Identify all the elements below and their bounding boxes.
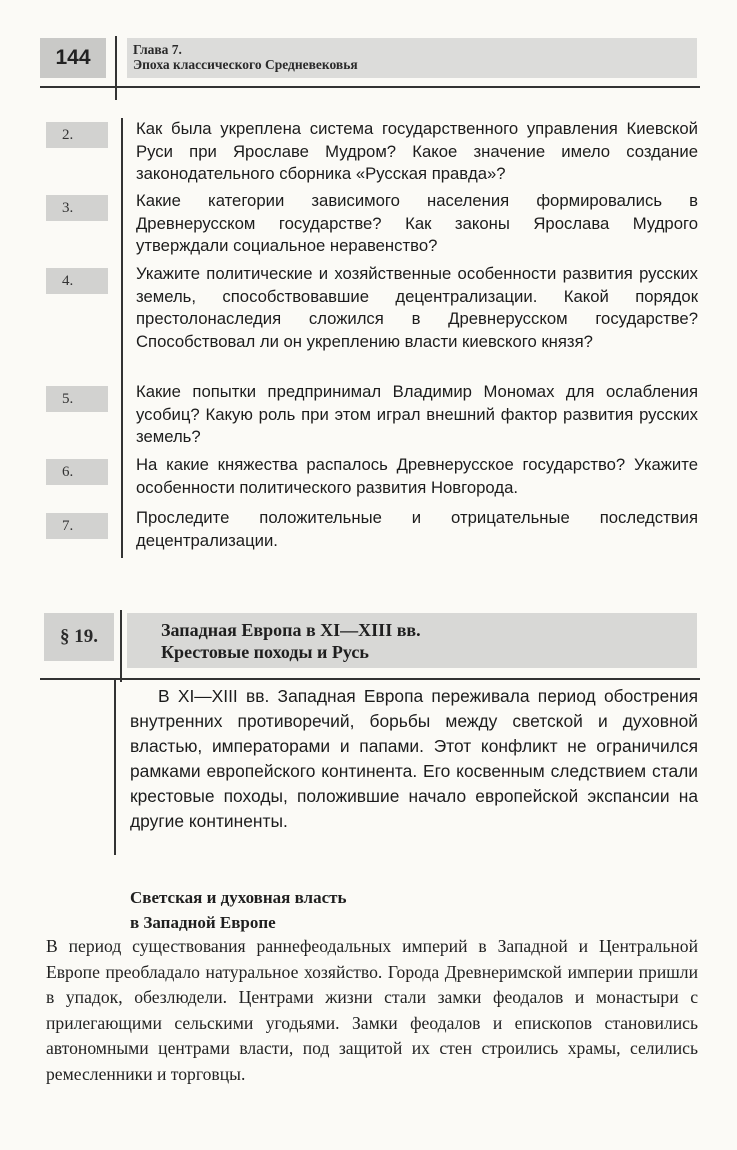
section-intro [130,684,698,834]
question-number-4: 4. [46,268,108,294]
question-number-2: 2. [46,122,108,148]
chapter-header [127,38,697,78]
section-title-line1: Западная Европа в XI—XIII вв. [161,620,421,640]
header-divider-vertical [115,36,117,100]
header-divider-horizontal [40,86,700,88]
intro-divider [114,680,116,855]
question-number-7: 7. [46,513,108,539]
question-number-3: 3. [46,195,108,221]
section-number: § 19. [44,613,114,661]
subheading-line1: Светская и духовная власть [130,888,347,907]
intro-paragraph: В XI—XIII вв. Западная Европа переживала период обострения внутренних противоречий, борьбы между светской и духовной властью, императорами и папами. Этот конфликт не ограничился рамками европейского континента. Его косвенным следствием стали крестовые походы, положившие начало европейской экспансии на другие континенты. [130,686,698,831]
questions-divider [121,118,123,558]
question-text-5: Какие попытки предпринимал Владимир Мономах для ослабления усобиц? Какую роль при этом играл внешний фактор развития русских земель? [136,382,698,447]
subheading-line2: в Западной Европе [130,913,276,932]
section-title-line2: Крестовые походы и Русь [161,642,369,662]
question-text-7: Проследите положительные и отрицательные последствия децентрализации. [136,508,698,550]
body-paragraph: В период существования раннефеодальных империй в Западной и Центральной Европе преобладало натуральное хозяйство. Города Древнеримской империи пришли в упадок, обезлюдели. Центрами жизни стали замки феодалов и монастыри с прилегающими сельскими угодьями. Замки феодалов и епископов становились автономными центрами власти, под защитой их стен строились храмы, селились ремесленники и торговцы. [46,936,698,1084]
section-title [127,613,697,668]
subheading [130,885,346,935]
section-divider-horizontal [40,678,700,680]
question-number-6: 6. [46,459,108,485]
page-number: 144 [40,38,106,78]
section-divider-vertical [120,610,122,682]
question-text-2: Как была укреплена система государственного управления Киевской Руси при Ярославе Мудром? Какое значение имело создание законодательного сборника «Русская правда»? [136,119,698,184]
question-number-5: 5. [46,386,108,412]
chapter-label: Глава 7. [133,42,182,57]
question-text-4: Укажите политические и хозяйственные особенности развития русских земель, способствовавшие децентрализации. Какой порядок престолонаследия сложился в Древнерусском государстве? Способствовал ли он укреплению власти киевского князя? [136,264,698,352]
chapter-title: Эпоха классического Средневековья [133,57,358,72]
question-text-6: На какие княжества распалось Древнерусское государство? Укажите особенности политического развития Новгорода. [136,455,698,497]
question-text-3: Какие категории зависимого населения формировались в Древнерусском государстве? Как законы Ярослава Мудрого утверждали социальное неравенство? [136,191,698,256]
body-text [46,934,698,1088]
